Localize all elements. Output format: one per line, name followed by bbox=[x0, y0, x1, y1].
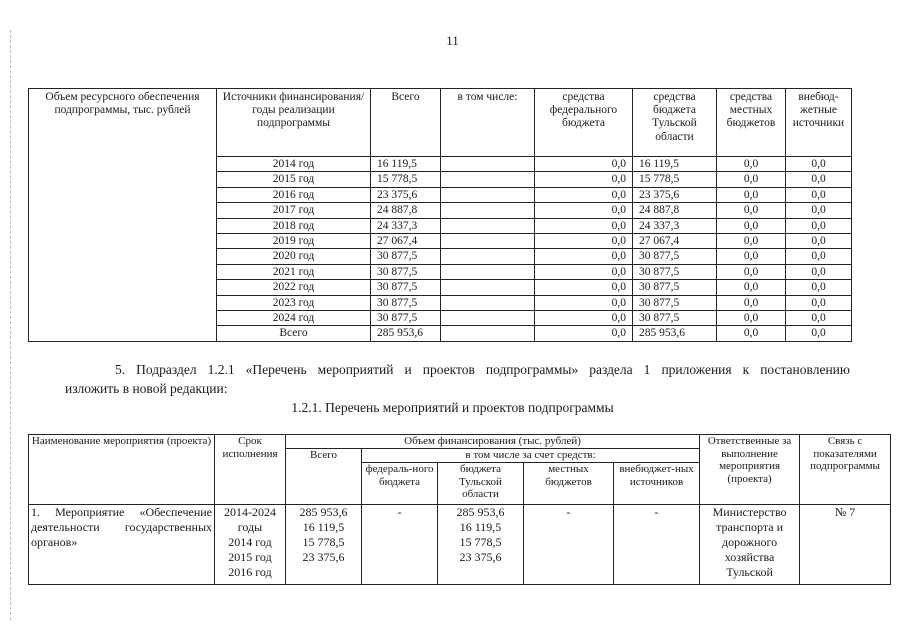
header-regional2: бюджета Тульской области bbox=[438, 463, 524, 505]
federal-cell: 0,0 bbox=[535, 172, 633, 187]
total-cell: 23 375,6 bbox=[371, 187, 441, 202]
header-local2: местных бюджетов bbox=[524, 463, 614, 505]
federal-cell: 0,0 bbox=[535, 203, 633, 218]
extra-cell: 0,0 bbox=[786, 234, 852, 249]
total-cell: 30 877,5 bbox=[371, 264, 441, 279]
regional-cell: 16 119,5 bbox=[633, 157, 717, 172]
header-name: Наименование мероприятия (проекта) bbox=[29, 435, 215, 505]
regional-cell: 285 953,6 bbox=[633, 326, 717, 341]
blank-cell bbox=[441, 311, 535, 326]
header-including2: в том числе за счет средств: bbox=[362, 449, 700, 463]
header-federal: средства федерального бюджета bbox=[535, 89, 633, 157]
regional-cell: 24 887,8 bbox=[633, 203, 717, 218]
local-cell: 0,0 bbox=[717, 157, 786, 172]
activity-regional bbox=[438, 505, 524, 585]
paragraph-line-2: изложить в новой редакции: bbox=[65, 381, 228, 396]
extra-cell: 0,0 bbox=[786, 187, 852, 202]
local-cell: 0,0 bbox=[717, 172, 786, 187]
cell-line: 2014-2024 годы bbox=[224, 505, 276, 534]
blank-cell bbox=[441, 280, 535, 295]
federal-cell: 0,0 bbox=[535, 218, 633, 233]
extra-cell: 0,0 bbox=[786, 203, 852, 218]
local-cell: 0,0 bbox=[717, 203, 786, 218]
header-total2: Всего bbox=[286, 449, 362, 505]
header-total: Всего bbox=[371, 89, 441, 157]
year-cell: 2020 год bbox=[217, 249, 371, 264]
local-cell: 0,0 bbox=[717, 326, 786, 341]
activities-table bbox=[28, 434, 891, 585]
year-cell: 2014 год bbox=[217, 157, 371, 172]
year-cell: Всего bbox=[217, 326, 371, 341]
blank-cell bbox=[441, 187, 535, 202]
extra-cell: 0,0 bbox=[786, 280, 852, 295]
year-cell: 2023 год bbox=[217, 295, 371, 310]
local-cell: 0,0 bbox=[717, 295, 786, 310]
total-cell: 30 877,5 bbox=[371, 295, 441, 310]
year-cell: 2015 год bbox=[217, 172, 371, 187]
federal-cell: 0,0 bbox=[535, 326, 633, 341]
federal-cell: 0,0 bbox=[535, 295, 633, 310]
blank-cell bbox=[441, 326, 535, 341]
cell-line: 2016 год bbox=[228, 565, 272, 579]
regional-cell: 30 877,5 bbox=[633, 295, 717, 310]
total-cell: 30 877,5 bbox=[371, 280, 441, 295]
year-cell: 2016 год bbox=[217, 187, 371, 202]
extra-cell: 0,0 bbox=[786, 295, 852, 310]
extra-cell: 0,0 bbox=[786, 264, 852, 279]
extra-cell: 0,0 bbox=[786, 249, 852, 264]
activity-name: 1. Мероприятие «Обеспечение деятельности государственных органов» bbox=[29, 505, 215, 585]
year-cell: 2022 год bbox=[217, 280, 371, 295]
activity-responsible: Министерство транспорта и дорожного хозяйства Тульской bbox=[700, 505, 800, 585]
federal-cell: 0,0 bbox=[535, 264, 633, 279]
regional-cell: 23 375,6 bbox=[633, 187, 717, 202]
cell-line: 16 119,5 bbox=[459, 520, 502, 534]
header-including: в том числе: bbox=[441, 89, 535, 157]
regional-cell: 30 877,5 bbox=[633, 311, 717, 326]
activity-link: № 7 bbox=[800, 505, 891, 585]
year-cell: 2018 год bbox=[217, 218, 371, 233]
blank-cell bbox=[441, 203, 535, 218]
cell-line: 15 778,5 bbox=[459, 535, 502, 549]
regional-cell: 27 067,4 bbox=[633, 234, 717, 249]
blank-cell bbox=[441, 172, 535, 187]
federal-cell: 0,0 bbox=[535, 187, 633, 202]
header-responsible: Ответственные за выполнение мероприятия (проекта) bbox=[700, 435, 800, 505]
cell-line: 285 953,6 bbox=[456, 505, 505, 519]
total-cell: 24 337,3 bbox=[371, 218, 441, 233]
year-cell: 2017 год bbox=[217, 203, 371, 218]
extra-cell: 0,0 bbox=[786, 218, 852, 233]
activity-federal: - bbox=[362, 505, 438, 585]
regional-cell: 30 877,5 bbox=[633, 264, 717, 279]
header-sources: Источники финансирования/ годы реализации подпрограммы bbox=[217, 89, 371, 157]
activity-local: - bbox=[524, 505, 614, 585]
header-term: Срок исполнения bbox=[215, 435, 286, 505]
total-cell: 30 877,5 bbox=[371, 311, 441, 326]
federal-cell: 0,0 bbox=[535, 234, 633, 249]
blank-cell bbox=[441, 157, 535, 172]
activity-extra: - bbox=[614, 505, 700, 585]
cell-line: 2015 год bbox=[228, 550, 272, 564]
row-label: Объем ресурсного обеспечения подпрограммы, тыс. рублей bbox=[29, 89, 217, 342]
regional-cell: 24 337,3 bbox=[633, 218, 717, 233]
local-cell: 0,0 bbox=[717, 234, 786, 249]
activity-totals bbox=[286, 505, 362, 585]
year-cell: 2021 год bbox=[217, 264, 371, 279]
regional-cell: 30 877,5 bbox=[633, 280, 717, 295]
extra-cell: 0,0 bbox=[786, 157, 852, 172]
cell-line: 23 375,6 bbox=[302, 550, 345, 564]
total-cell: 24 887,8 bbox=[371, 203, 441, 218]
cell-line: 285 953,6 bbox=[299, 505, 348, 519]
federal-cell: 0,0 bbox=[535, 249, 633, 264]
blank-cell bbox=[441, 264, 535, 279]
blank-cell bbox=[441, 234, 535, 249]
resource-support-table bbox=[28, 88, 852, 342]
cell-line: 23 375,6 bbox=[459, 550, 502, 564]
federal-cell: 0,0 bbox=[535, 311, 633, 326]
total-cell: 16 119,5 bbox=[371, 157, 441, 172]
blank-cell bbox=[441, 295, 535, 310]
total-cell: 15 778,5 bbox=[371, 172, 441, 187]
instruction-paragraph bbox=[65, 360, 850, 398]
blank-cell bbox=[441, 218, 535, 233]
year-cell: 2024 год bbox=[217, 311, 371, 326]
paragraph-line-1: 5. Подраздел 1.2.1 «Перечень мероприятий и проектов подпрограммы» раздела 1 приложения к постановлению bbox=[115, 362, 850, 377]
section-heading: 1.2.1. Перечень мероприятий и проектов подпрограммы bbox=[291, 400, 614, 415]
cell-line: 15 778,5 bbox=[302, 535, 345, 549]
header-extra: внебюд-жетные источники bbox=[786, 89, 852, 157]
federal-cell: 0,0 bbox=[535, 280, 633, 295]
local-cell: 0,0 bbox=[717, 264, 786, 279]
federal-cell: 0,0 bbox=[535, 157, 633, 172]
local-cell: 0,0 bbox=[717, 311, 786, 326]
blank-cell bbox=[441, 249, 535, 264]
extra-cell: 0,0 bbox=[786, 326, 852, 341]
activity-terms bbox=[215, 505, 286, 585]
binding-margin-line bbox=[10, 30, 11, 620]
header-funding: Объем финансирования (тыс. рублей) bbox=[286, 435, 700, 449]
header-federal2: федераль-ного бюджета bbox=[362, 463, 438, 505]
header-link: Связь с показателями подпрограммы bbox=[800, 435, 891, 505]
total-cell: 285 953,6 bbox=[371, 326, 441, 341]
cell-line: 16 119,5 bbox=[302, 520, 345, 534]
local-cell: 0,0 bbox=[717, 187, 786, 202]
local-cell: 0,0 bbox=[717, 249, 786, 264]
total-cell: 27 067,4 bbox=[371, 234, 441, 249]
header-local: средства местных бюджетов bbox=[717, 89, 786, 157]
page-number: 11 bbox=[446, 33, 459, 48]
regional-cell: 30 877,5 bbox=[633, 249, 717, 264]
header-extra2: внебюджет-ных источников bbox=[614, 463, 700, 505]
year-cell: 2019 год bbox=[217, 234, 371, 249]
local-cell: 0,0 bbox=[717, 218, 786, 233]
extra-cell: 0,0 bbox=[786, 311, 852, 326]
extra-cell: 0,0 bbox=[786, 172, 852, 187]
header-regional: средства бюджета Тульской области bbox=[633, 89, 717, 157]
cell-line: 2014 год bbox=[228, 535, 272, 549]
local-cell: 0,0 bbox=[717, 280, 786, 295]
regional-cell: 15 778,5 bbox=[633, 172, 717, 187]
total-cell: 30 877,5 bbox=[371, 249, 441, 264]
